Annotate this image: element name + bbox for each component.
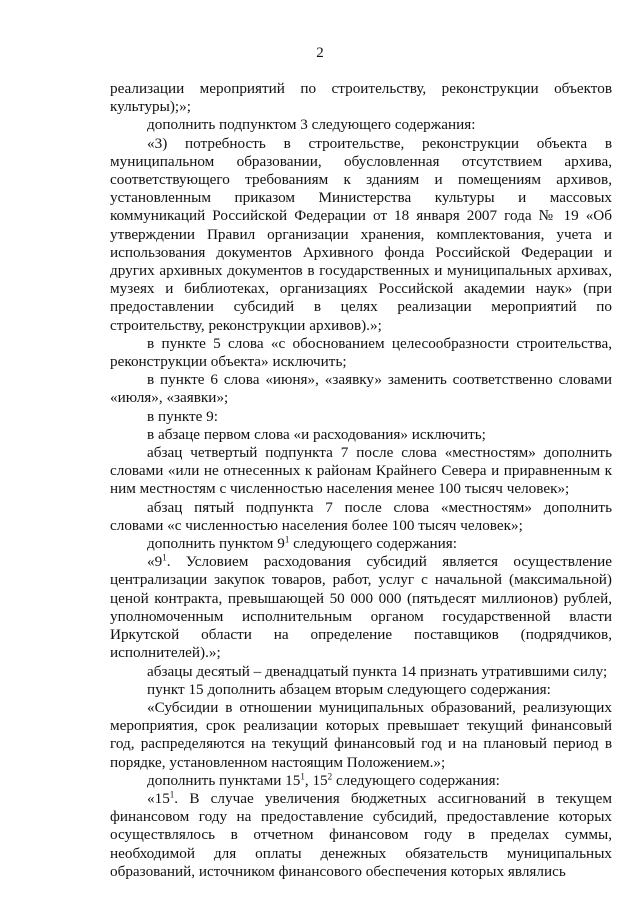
paragraph-text: следующего содержания: (289, 535, 457, 553)
superscript: 1 (284, 534, 290, 545)
superscript: 2 (327, 771, 333, 782)
paragraph: «Субсидии в отношении муниципальных образований, реализующих мероприятия, срок реализации которых превышает текущий финансовый год, распределяются на текущий финансовый год и на плановый период в порядке, установленном настоящим Положением.»; (110, 698, 612, 771)
paragraph (110, 535, 612, 553)
paragraph (110, 553, 612, 662)
paragraph: дополнить подпунктом 3 следующего содержания: (147, 116, 476, 134)
paragraph: в абзаце первом слова «и расходования» исключить; (147, 425, 486, 443)
paragraph-text: следующего содержания: (332, 771, 500, 789)
page-number: 2 (316, 45, 324, 61)
paragraph-text: . Условием расходования субсидий является осуществление централизации закупок товаров, работ, услуг с начальной (максимальной) ценой контракта, превышающей 50 000 000 (пятьдесят миллионов) рублей, уполномоченным исполнительным органом государственной власти Иркутской области на определение поставщиков (подрядчиков, исполнителей).»; (110, 553, 612, 662)
paragraph: в пункте 5 слова «с обоснованием целесообразности строительства, реконструкции объекта» исключить; (110, 334, 612, 371)
superscript: 1 (300, 771, 305, 782)
paragraph-text: дополнить пунктами 15 (147, 771, 301, 789)
paragraph: абзац пятый подпункта 7 после слова «местностям» дополнить словами «с численностью населения более 100 тысяч человек»; (110, 498, 612, 534)
paragraph: абзацы десятый – двенадцатый пункта 14 признать утратившими силу; (147, 662, 608, 680)
paragraph-text: дополнить пунктом 9 (147, 535, 285, 553)
paragraph-text: . В случае увеличения бюджетных ассигнований в текущем финансовом году на предоставление субсидий, предоставление которых осуществлялось в отчетном финансовом году в пределах суммы, необходимой для оплаты денежных обязательств муниципальных образований, источником финансового обеспечения которых являлись (110, 789, 612, 880)
paragraph: «3) потребность в строительстве, реконструкции объекта в муниципальном образовании, обусловленная отсутствием архива, соответствующего требованиям к зданиям и помещениям архивов, установленным приказом Министерства культуры и массовых коммуникаций Российской Федерации от 18 января 2007 года № 19 «Об утверждении Правил организации хранения, комплектования, учета и использования документов Архивного фонда Российской Федерации и других архивных документов в государственных и муниципальных архивах, музеях и библиотеках, организациях Российской академии наук» (при предоставлении субсидий в целях реализации мероприятий по строительству, реконструкции архивов).»; (110, 134, 612, 334)
paragraph (110, 772, 612, 790)
paragraph-text: «9 (147, 553, 163, 571)
paragraph: абзац четвертый подпункта 7 после слова «местностям» дополнить словами «или не отнесенных к районам Крайнего Севера и приравненным к ним местностям с численностью населения менее 100 тысяч человек»; (110, 444, 612, 498)
paragraph: реализации мероприятий по строительству, реконструкции объектов культуры);»; (110, 80, 612, 116)
superscript: 1 (169, 789, 175, 800)
paragraph: в пункте 9: (147, 407, 218, 425)
paragraph: в пункте 6 слова «июня», «заявку» заменить соответственно словами «июля», «заявки»; (110, 371, 612, 407)
paragraph-text: «15 (147, 789, 170, 807)
paragraph: пункт 15 дополнить абзацем вторым следующего содержания: (147, 680, 551, 698)
document-body (110, 80, 612, 881)
superscript: 1 (162, 552, 167, 563)
paragraph-text: , 15 (304, 771, 328, 789)
paragraph (110, 790, 612, 881)
